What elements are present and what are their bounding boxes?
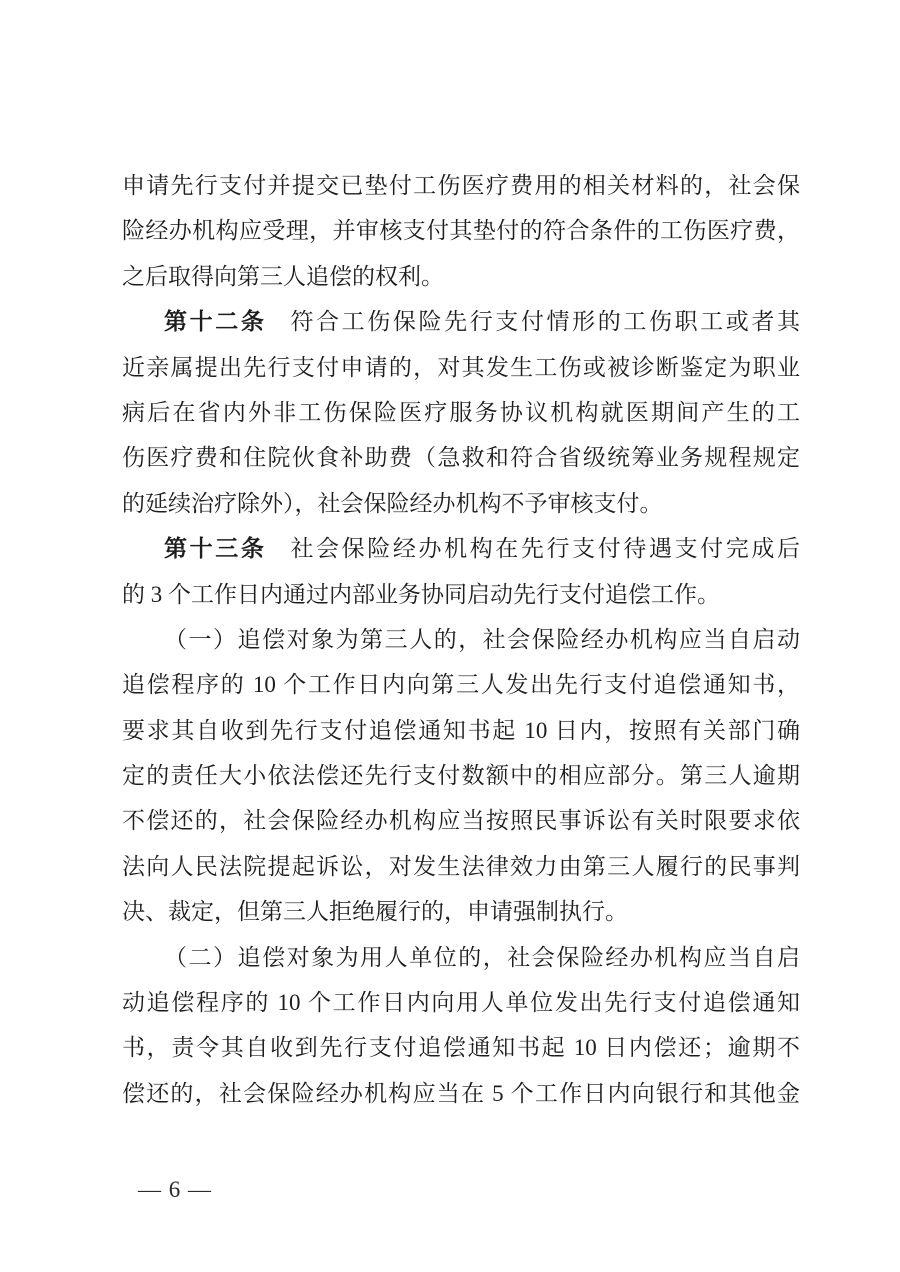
text-line [122,481,800,526]
line-text: 之后取得向第三人追偿的权利。 [122,263,444,289]
text-line [122,662,800,707]
line-text: 决、裁定，但第三人拒绝履行的，申请强制执行。 [122,899,628,925]
text-line [122,889,800,934]
line-text: 申请先行支付并提交已垫付工伤医疗费用的相关材料的，社会保 [122,173,800,198]
text-line [122,1071,800,1116]
text-line [122,572,800,617]
line-text: （一）追偿对象为第三人的，社会保险经办机构应当自启动 [164,626,800,652]
line-text: 符合工伤保险先行支付情形的工伤职工或者其 [290,309,801,335]
article-number-12: 第十二条 [164,309,267,335]
text-line [122,390,800,435]
text-line [122,980,800,1025]
text-line [122,208,800,253]
text-line-item-1 [122,617,800,662]
line-text: 险经办机构应受理，并审核支付其垫付的符合条件的工伤医疗费， [122,218,800,244]
text-line [122,254,800,299]
article-number-13: 第十三条 [164,536,267,562]
text-line [122,844,800,889]
page-number: — 6 — [138,1177,212,1202]
line-text: 追偿程序的 10 个工作日内向第三人发出先行支付追偿通知书， [122,672,800,698]
line-text: 要求其自收到先行支付追偿通知书起 10 日内，按照有关部门确 [122,717,800,743]
line-text: （二）追偿对象为用人单位的，社会保险经办机构应当自启 [164,944,800,970]
text-line [122,435,800,480]
text-line [122,1025,800,1070]
text-line [122,708,800,753]
line-text: 病后在省内外非工伤保险医疗服务协议机构就医期间产生的工 [122,399,800,425]
line-text: 书，责令其自收到先行支付追偿通知书起 10 日内偿还；逾期不 [122,1035,800,1061]
text-line-item-2 [122,935,800,980]
line-text: 不偿还的，社会保险经办机构应当按照民事诉讼有关时限要求依 [122,808,800,834]
text-line [122,163,800,208]
line-text: 近亲属提出先行支付申请的，对其发生工伤或被诊断鉴定为职业 [122,354,800,380]
line-text: 法向人民法院提起诉讼，对发生法律效力由第三人履行的民事判 [122,853,800,879]
line-text: 动追偿程序的 10 个工作日内向用人单位发出先行支付追偿通知 [122,990,800,1016]
line-text: 定的责任大小依法偿还先行支付数额中的相应部分。第三人逾期 [122,763,800,789]
line-text: 偿还的，社会保险经办机构应当在 5 个工作日内向银行和其他金 [122,1080,800,1106]
text-line-article-12 [122,299,800,344]
line-text: 伤医疗费和住院伙食补助费（急救和符合省级统筹业务规程规定 [122,445,800,471]
line-text: 的 3 个工作日内通过内部业务协同启动先行支付追偿工作。 [122,581,720,607]
document-body [122,163,800,1116]
text-line [122,345,800,390]
text-line [122,753,800,798]
line-text: 社会保险经办机构在先行支付待遇支付完成后 [290,536,801,562]
line-text: 的延续治疗除外），社会保险经办机构不予审核支付。 [122,490,663,516]
text-line-article-13 [122,526,800,571]
text-line [122,798,800,843]
